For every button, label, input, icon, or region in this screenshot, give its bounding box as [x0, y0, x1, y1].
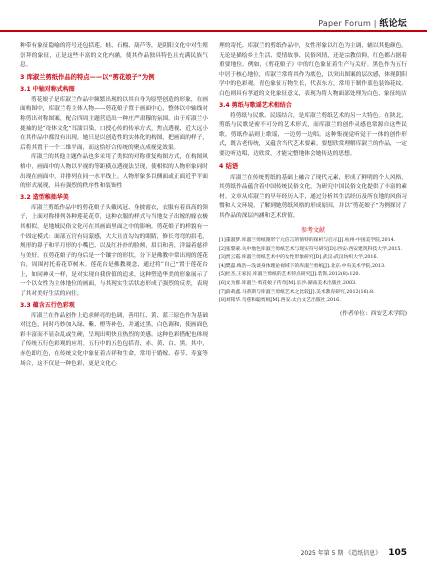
references-heading: 参考文献	[300, 226, 325, 234]
header-divider	[0, 30, 427, 32]
reference-item: [8]刘铭华.乌慈和聪剪纸[M].西安:太白文艺出版社,2016.	[219, 298, 341, 304]
subsection-heading: 3.3 蕴含五行色彩观	[20, 301, 75, 309]
paragraph: 理的寄托。库淑兰的剪纸作品中，女性形象以红色为主调，辅以其他颜色。无论是描绘乡土生活、爱情故事、民俗风情，还是宗教信仰，红色都占据着重要地位。例如，《剪花娘子》中的红色象征着生产与关好。黑色作为五行中居于核心地位，库淑兰常将其作为底色，以突出图案的层次感，体现阴阳学中的色彩观。青色象征万物生长，代表东方，常用于制作蓝色装饰花纹。白色则具有孝道的文化象征意义，表现为将人物面部处理为白色，象征纯洁	[219, 43, 407, 97]
column-prefix: Paper Forum	[318, 19, 371, 28]
reference-list	[219, 237, 407, 306]
right-column	[219, 42, 407, 319]
paragraph: 库淑兰在传统剪纸的基础上融合了现代元素，形成了鲜明的个人风格，其剪纸作品蕴含着中国传统民俗文化，为研究中国民俗文化提供了丰富的素材。文章从库淑兰的早年经历入手，通过分析其生活经历及所在地的风俗习惯和人文环境，了解到她剪纸风格的形成原因，并以“剪花娘子”为例探讨了其作品的深层内涵和艺术价值。	[219, 174, 407, 219]
paragraph: 库淑兰在作品创作上追求鲜亮的色调，善用红、黄、蓝三原色作为基础对比色，同时巧妙加入绿、紫、橙等补色，并通过黑、白色调和，使画面色彩丰富而不显杂乱或生硬，呈现出明快且热烈的美感。这种色彩搭配也体现了传统五行色彩观的应用。五行中的五色包括青、赤、黄、白、黑。其中，赤色即红色，在传统文化中象征着吉祥和生命，常用于婚嫁、春节、寿宴等场合，这不仅是一种色彩，更是文化心	[20, 312, 208, 367]
section-heading: 4 结语	[219, 162, 239, 170]
paragraph: 库淑兰剪纸作品中的剪花娘子头戴凤冠、身披霞衣，衣服有着真高的领子，上面对称排列各种莲花花草，这种衣服的样式与当地女子出嫁的嫁衣极其相似，是地域民俗文化可在其画面里面之中的影响。剪花娘子的样貌有一个固定模式：面部五官有局蒙感，大大且直勾勾的眼睛，修长弯弯的眉毛，规形的鼻子和半月形的小嘴巴，以及红扑扑的脸颊，眉目和善，洋溢着慈祥与美好。在剪花娘子的身后是一个镶宇的形状，分下是佛教中常出现的莲花台，周围衬托着花草树木。莲花台是佛教观念，通过将“自己”置于莲花台上，如同神灵一样，是对实现自我价值的追求，这种塑造华美的形象展示了一个以女性为主体地位的画面，与其现实生活状态形成了强烈的反差，表现了其对美好生活的向往。	[20, 204, 208, 298]
page-footer	[301, 548, 407, 558]
paragraph: 库淑兰的其他主题作品也多采用了类似的对称重复构图方式，在构图风格中，画面中的人物以平视的等距横点透视法呈现，使相似的人物形象同时出现在画面中，并排列在同一水平线上。人物形象多以侧面或正面近乎平面的形式展现，具有强烈的秩序性和装饰性	[20, 154, 208, 190]
reference-item: [2]张黎蒙.关中地色库淑兰剪纸艺术与现实符号研究[D].西安:西安建筑科技大学,2015.	[219, 246, 403, 252]
section-heading: 3 库淑兰剪纸作品的特点——以“剪花娘子”为例	[20, 73, 155, 81]
reference-item: [5]杜杰,王家民.库淑兰剪纸的艺术特点研究[J].装饰,2012(8):120.	[219, 272, 361, 278]
reference-item: [6]文为群.库淑兰·剪花娘子传奇[M].长沙:湖南美术出版社,2003.	[219, 281, 357, 287]
issue-info: 2025 年第 5 期 《造纸信息》	[300, 550, 382, 557]
journal-column-title: Paper Forum | 纸论坛	[318, 19, 407, 29]
column-name: 纸论坛	[379, 19, 407, 29]
subsection-heading: 3.4 剪纸与歌谣艺术相结合	[219, 101, 292, 109]
subsection-heading: 3.2 造型稚拙华美	[20, 193, 69, 201]
paragraph: 种带有象征隐喻的符号还包括莲、蛙、石榴、葫芦等，是阴阳文化中对生殖崇拜的象征，正是这些丰富的文化内涵，使其作品独具特色且充满民族气息。	[20, 43, 208, 69]
subsection-heading: 3.1 中轴对称式构图	[20, 85, 75, 93]
reference-item: [4]樊磊.梅浩—浅谈身体理论视域下的库淑兰剪纸[J].北京:中央美术学院,2013.	[219, 263, 386, 269]
reference-item: [1]董淑梦.库淑兰剪纸图形宁元信言的情特的探析与启示[J].杭州·中国美学院,2014.	[219, 238, 396, 244]
author-affiliation: (作者单位：西安艺术学院)	[340, 310, 407, 317]
reference-item: [7]薛莉鑫.马蒂斯与库淑兰剪纸艺术之比较[J].美术教育研究,2012(16):8.	[219, 289, 375, 295]
paragraph: 剪花娘子是库淑兰作品中频繁出现的以其自身为原型创造的形象，在画面构图中，库淑兰将主体人物——剪花娘子置于画面中心，整体以中轴线对称剪出对称图案，配合四周主题营造出一种庄严肃穆的氛围。由于库淑兰小拢袖的是“母体文化”耳濡目染，口授心传的传承方式，焦点透视、近大远小在其作品中都没有出现。她只是以创造性的实体化的构图，把画面的样子，后将其置于一个二维平面，而这恰好合传统的聚点成视觉效果。	[20, 96, 208, 151]
left-column	[20, 42, 208, 369]
paragraph: 将剪纸与民歌、民谣结合，是库淑兰剪纸艺术的另一大特色。在陕北，剪纸与民歌是密不可分的艺术形式，而库淑兰的创作灵感也常源自这些民歌。剪纸作品则上歌谣，一边剪一边唱。这种集视觉听觉于一体的创作形式，既古老传统，又蕴含当代艺术要素。要想欣赏理解库淑兰的作品，一定要边听边唱，边欣赏，才能完整地体会她传达的思想。	[219, 112, 407, 157]
reference-item: [3]贾云霞.库淑兰剪纸艺术中的女性形象研究[D].武汉:武汉纺织大学,2016.	[219, 255, 379, 261]
page-number: 105	[388, 548, 407, 558]
